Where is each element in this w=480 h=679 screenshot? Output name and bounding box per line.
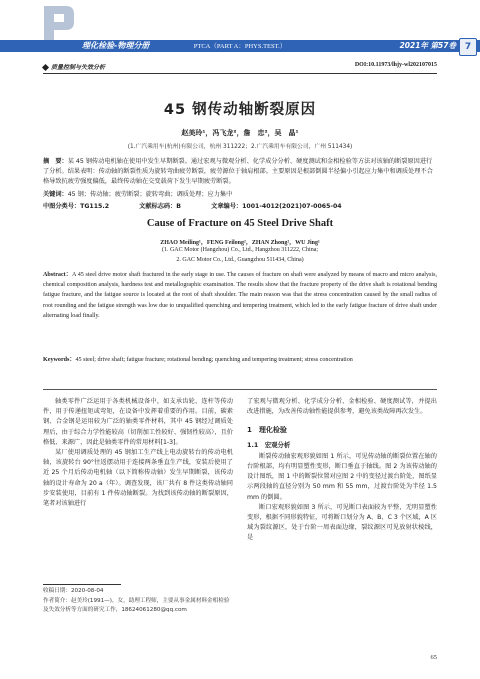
issue-badge: 7: [459, 38, 477, 56]
title-en: Cause of Fracture on 45 Steel Drive Shaft: [146, 218, 334, 229]
body-paragraph: 轴类零件广泛运用于各类机械设备中，如支承齿轮、连杆等传动件，用于传递扭矩或弯矩，在设备中发挥着重要的作用。目前，碳素钢、合金钢是运用较为广泛的轴类零件材料，其中 45 钢经过调质处理后，由于综合力学性能较高（切削加工性较好、强韧性较高），且价格低、来源广，因此是轴类零件的常用材料[1-3]。: [43, 398, 233, 446]
abstract-cn-text: 某 45 钢传动电机轴在使用中发生早期断裂。通过宏观与微观分析、化学成分分析、硬度测试和金相检验等方法对该轴的断裂原因进行了分析。结果表明：传动轴的断裂性质为旋转弯曲疲劳断裂，疲劳源位于轴肩根部。主要原因是根部倒圆半径偏小引起应力集中和调质处理不合格导致抗疲劳强度偏低，最终传动轴在交变载荷下发生早期疲劳断裂。: [43, 158, 433, 185]
affiliation-en-1: (1. GAC Motor (Hangzhou) Co., Ltd., Hangzhou 311222, China;: [161, 247, 319, 253]
footnote-rule: [43, 584, 121, 585]
authors-cn: 赵美玲¹，冯飞龙²，詹 忠²，吴 晶¹: [181, 129, 299, 137]
body-paragraph: 断裂传动轴宏观形貌如图 1 所示，可见传动轴的断裂位置在轴的台阶根部，均有明显塑性变形，断口垂直于轴线。图 2 为该传动轴的设计图纸，图 1 中的断裂位置对应图 2 中的变径过渡台阶处，图纸显示两段轴的直径分别为 50 mm 和 55 mm，过渡台阶处为半径 1.5 mm 的倒圆。: [247, 452, 437, 501]
affiliation-en-2: 2. GAC Motor Co., Ltd., Guangzhou 511434, China): [176, 257, 304, 263]
keywords-cn-text: 45 钢；传动轴；疲劳断裂；旋转弯曲；调质处理；应力集中: [67, 191, 233, 198]
author-bio: 作者简介：赵美玲(1991—)，女，助理工程师，主要从事金属材料金相检验及失效分析等方面的研究工作，18624061280@qq.com: [43, 597, 230, 613]
year-volume: 2021年 第57卷: [399, 41, 456, 50]
journal-header: [0, 0, 480, 60]
body-column-left: [43, 397, 233, 509]
classification-line: [43, 201, 437, 210]
page-number: 65: [430, 654, 437, 661]
keywords-en-text: 45 steel; drive shaft; fatigue fracture; rotational bending; quenching and tempering treatment; stress concentration: [75, 357, 353, 363]
section-divider: [43, 389, 437, 390]
title-cn: 45 钢传动轴断裂原因: [163, 102, 317, 118]
article-number: 文章编号：1001-4012(2021)07-0065-04: [211, 203, 342, 210]
footnote: [43, 587, 233, 616]
abstract-cn-label: 摘 要：: [43, 158, 68, 165]
doi: DOI:10.11973/lhjy-wl202107015: [354, 62, 437, 68]
keywords-en-label: Keywords：: [43, 357, 76, 363]
header-rule: [43, 73, 437, 74]
journal-cn-name: 理化检验-物理分册: [82, 41, 150, 50]
abstract-en-label: Abstract：: [43, 272, 73, 278]
keywords-cn-label: 关键词：: [43, 191, 68, 198]
document-code: 文献标志码：B: [139, 203, 181, 210]
affiliation-cn: (1.广汽乘用车(杭州)有限公司，杭州 311222；2.广汽乘用车有限公司，广州 511434): [127, 144, 353, 150]
body-column-right: [247, 397, 437, 544]
abstract-en-text: A 45 steel drive motor shaft fractured in the early stage in use. The causes of fracture on shaft were analyzed by means of macro and micro analysis, chemical composition analysis, hardness test and metallographic examination. The results show that the fracture property of the drive shaft is rotational bending fatigue fracture, and the fatigue source is located at the root of shaft shoulder. The main reason was that the stress concentration caused by the small radius of root rounding and the fatigue strength was low due to unqualified quenching and tempering treatment, which led to the early fatigue fracture of drive shaft under alternating load finally.: [43, 272, 437, 319]
subsection-heading: 1.1 宏观分析: [247, 440, 291, 449]
received-date: 收稿日期：2020-08-04: [43, 588, 104, 594]
clc-number: 中图分类号：TG115.2: [43, 203, 109, 210]
section-bar: [43, 62, 437, 72]
section-column: 质量控制与失效分析: [43, 62, 105, 71]
abstract-en: [43, 270, 437, 321]
body-paragraph: 某厂使用调质处理的 45 钢加工生产线上电动旋转台的传动电机轴，该旋转台 90°往返摆动用于连接两条垂直生产线，安装后使用了近 25 个月后传动电机轴（以下简称传动轴）发生早期断裂，该传动轴的设计寿命为 20 a（年）。调查发现，该厂共有 8 件这类传动轴同步安装使用，目前有 1 件传动轴断裂。为找到该传动轴的断裂原因，笔者对该轴进行: [43, 449, 233, 508]
body-paragraph: 断口宏观形貌如图 3 所示，可见断口表面较为平整，无明显塑性变形，根据不同形貌特征，可将断口划分为 A、B、C 3 个区域，A 区域为裂纹源区，处于台阶一周表面边缘，裂纹源区可见放射状棱线，是: [247, 503, 437, 542]
section-heading: 1 理化检验: [247, 426, 287, 435]
authors-en: ZHAO Meiling¹，FENG Feilong²，ZHAN Zhong²，WU Jing¹: [160, 240, 320, 246]
keywords-cn: [43, 190, 437, 200]
keywords-en: [43, 355, 437, 365]
abstract-cn: [43, 157, 437, 187]
body-paragraph: 了宏观与微观分析、化学成分分析、金相检验、硬度测试等，并提出改进措施，为改善传动轴性能提供参考，避免该类故障再次发生。: [247, 398, 437, 416]
journal-en-name: PTCA（PART A：PHYS.TEST.）: [193, 43, 287, 50]
